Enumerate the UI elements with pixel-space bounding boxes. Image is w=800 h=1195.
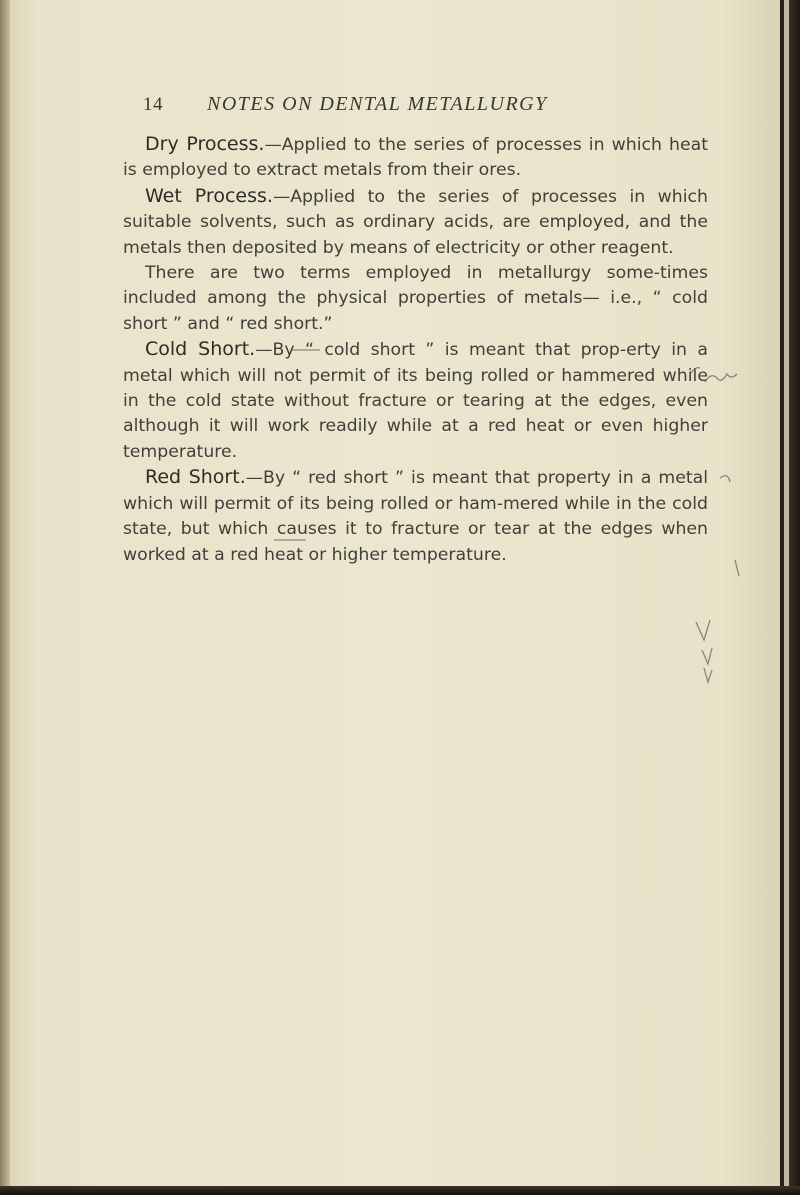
running-header: [143, 93, 613, 116]
book-binding: [780, 0, 800, 1195]
running-title: NOTES ON DENTAL METALLURGY: [207, 93, 548, 115]
definition-wet-process: —Applied to the series of processes in which suitable solvents, such as ordinary acids, are employed, and the metals then deposited by means of electricity or other reagent.: [123, 186, 709, 258]
paragraph-cold-short: [123, 337, 708, 465]
paragraph-dry-process: [123, 132, 708, 184]
two-terms-text: There are two terms employed in metallurgy some-times included among the physical properties of metals— i.e., “ cold short ” and “ red short.”: [123, 263, 708, 334]
term-cold-short: Cold Short.: [145, 338, 256, 361]
page-number: 14: [143, 94, 163, 115]
page-left-edge: [0, 0, 10, 1186]
body-text: [123, 132, 708, 568]
definition-dry-process: —Applied to the series of processes in which heat is employed to extract metals from their ores.: [123, 135, 708, 181]
paragraph-two-terms: [123, 261, 708, 337]
definition-red-short: —By “ red short ” is meant that property in a metal which will permit of its being rolled or ham-mered while in the cold state, but which causes it to fracture or tear at the edges when worked at a red heat or higher temperature.: [123, 468, 708, 565]
definition-cold-short: —By “ cold short ” is meant that prop-erty in a metal which will not permit of its being rolled or hammered while in the cold state without fracture or tearing at the edges, even although it will work readily while at a red heat or even higher temperature.: [123, 340, 708, 462]
paragraph-wet-process: [123, 184, 708, 261]
term-red-short: Red Short.: [145, 466, 246, 489]
paragraph-red-short: [123, 465, 708, 568]
term-wet-process: Wet Process.: [145, 184, 273, 207]
term-dry-process: Dry Process.: [145, 133, 265, 155]
page-bottom-shadow: [0, 1186, 800, 1195]
binding-stripe: [784, 0, 789, 1195]
